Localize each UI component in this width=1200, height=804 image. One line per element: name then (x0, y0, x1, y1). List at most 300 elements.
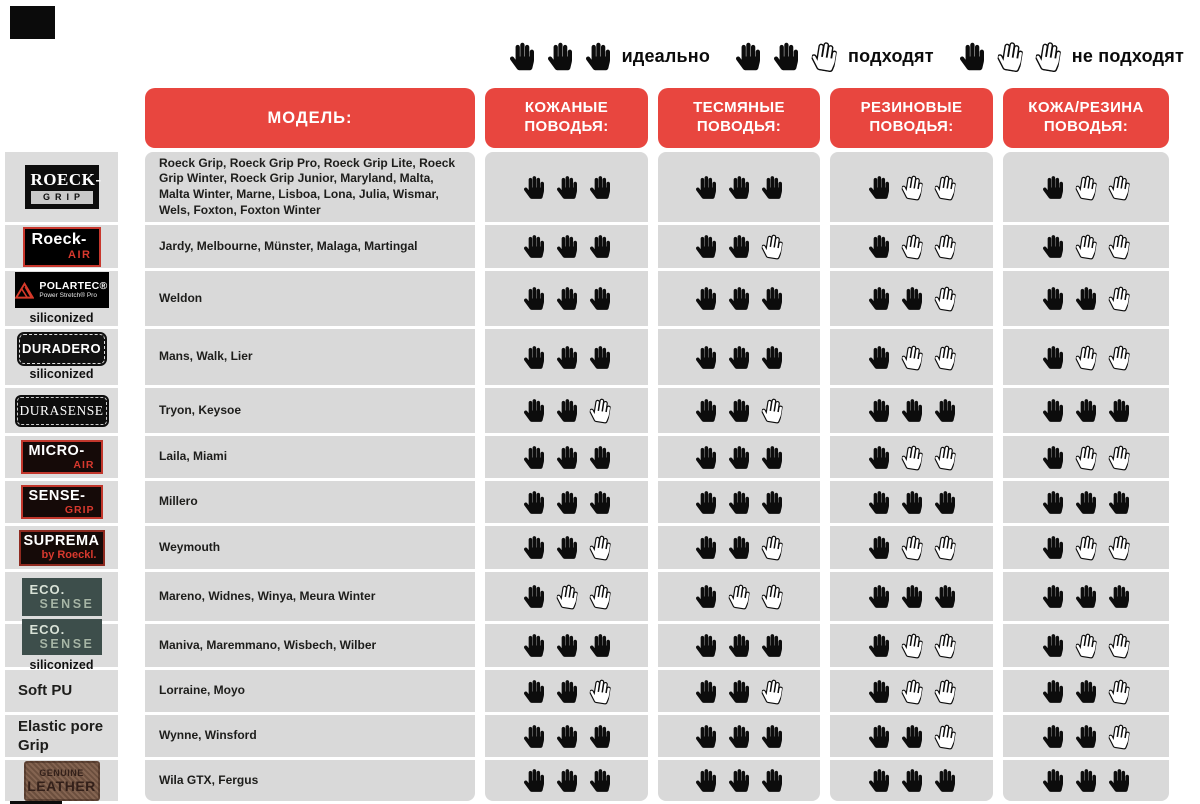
hand-filled-icon (590, 175, 610, 200)
rating-cell (658, 388, 820, 433)
hand-filled-icon (1043, 398, 1063, 423)
model-cell (145, 271, 475, 326)
hand-filled-icon (1043, 286, 1063, 311)
table-row (145, 225, 1169, 268)
model-cell (145, 715, 475, 757)
hand-filled-icon (557, 445, 577, 470)
hand-filled-icon (557, 345, 577, 370)
hand-rating (869, 234, 955, 259)
hand-outline-icon (900, 233, 924, 261)
hand-rating (869, 286, 955, 311)
hand-filled-icon (696, 345, 716, 370)
hand-filled-icon (557, 768, 577, 793)
rating-cell (1003, 481, 1169, 523)
hand-rating (524, 633, 610, 658)
hand-rating (1043, 633, 1129, 658)
hand-rating (960, 42, 1060, 71)
table-header-row (145, 88, 1169, 148)
hand-outline-icon (900, 443, 924, 471)
hand-rating (524, 490, 610, 515)
hand-rating (696, 286, 782, 311)
hand-outline-icon (760, 583, 784, 611)
hand-outline-icon (760, 397, 784, 425)
rating-cell (1003, 715, 1169, 757)
hand-filled-icon (557, 724, 577, 749)
hand-filled-icon (590, 768, 610, 793)
logo-line2: AIR (68, 249, 92, 261)
rating-cell (485, 715, 648, 757)
model-cell (145, 760, 475, 801)
hand-filled-icon (557, 175, 577, 200)
hand-rating (1043, 345, 1129, 370)
hand-filled-icon (902, 724, 922, 749)
logo-line2: GRIP (31, 191, 93, 204)
hand-rating (524, 286, 610, 311)
hand-outline-icon (760, 233, 784, 261)
hand-filled-icon (1109, 768, 1129, 793)
hand-filled-icon (762, 175, 782, 200)
hand-rating (869, 724, 955, 749)
legend-item (960, 42, 1184, 71)
rating-cell (1003, 225, 1169, 268)
model-names: Lorraine, Moyo (159, 683, 246, 698)
hand-filled-icon (590, 445, 610, 470)
hand-filled-icon (729, 445, 749, 470)
hand-filled-icon (729, 175, 749, 200)
hand-rating (1043, 398, 1129, 423)
hand-rating (1043, 724, 1129, 749)
brand-logo-roeck-grip (25, 165, 102, 209)
sidebar-item (5, 329, 118, 385)
rating-cell (485, 225, 648, 268)
hand-outline-icon (1107, 677, 1131, 705)
hand-filled-icon (590, 724, 610, 749)
hand-outline-icon (1074, 534, 1098, 562)
hand-rating (524, 584, 610, 609)
model-names: Jardy, Melbourne, Münster, Malaga, Martingal (159, 238, 418, 253)
rating-cell (485, 329, 648, 385)
model-cell (145, 225, 475, 268)
hand-filled-icon (935, 490, 955, 515)
rating-cell (830, 388, 993, 433)
hand-outline-icon (1107, 285, 1131, 313)
hand-filled-icon (524, 345, 544, 370)
header-leather-reins (485, 88, 648, 148)
header-label: МОДЕЛЬ: (267, 108, 353, 127)
legend-label: не подходят (1071, 45, 1184, 66)
hand-filled-icon (729, 345, 749, 370)
hand-filled-icon (762, 345, 782, 370)
hand-filled-icon (696, 234, 716, 259)
hand-filled-icon (696, 679, 716, 704)
rating-cell (658, 624, 820, 667)
rating-cell (830, 481, 993, 523)
hand-filled-icon (1043, 584, 1063, 609)
hand-rating (1043, 234, 1129, 259)
hand-rating (524, 724, 610, 749)
hand-rating (696, 398, 782, 423)
hand-filled-icon (935, 584, 955, 609)
hand-filled-icon (729, 398, 749, 423)
hand-outline-icon (933, 722, 957, 750)
brand-logo-micro-air (21, 440, 103, 474)
rating-cell (1003, 572, 1169, 621)
hand-outline-icon (1107, 534, 1131, 562)
hand-filled-icon (729, 724, 749, 749)
hand-outline-icon (1074, 343, 1098, 371)
hand-filled-icon (1076, 724, 1096, 749)
model-cell (145, 572, 475, 621)
hand-rating (696, 234, 782, 259)
hand-filled-icon (762, 286, 782, 311)
polartec-text (39, 281, 107, 300)
hand-rating (696, 724, 782, 749)
hand-rating (696, 679, 782, 704)
hand-filled-icon (762, 633, 782, 658)
table-row (145, 388, 1169, 433)
hand-filled-icon (729, 679, 749, 704)
hand-rating (510, 42, 610, 71)
hand-filled-icon (1076, 286, 1096, 311)
hand-outline-icon (900, 343, 924, 371)
hand-filled-icon (729, 768, 749, 793)
sidebar-item (5, 526, 118, 569)
hand-rating (524, 768, 610, 793)
brand-logo-roeck-air (23, 227, 101, 267)
hand-rating (1043, 175, 1129, 200)
hand-outline-icon (900, 677, 924, 705)
hand-filled-icon (557, 286, 577, 311)
rating-cell (485, 526, 648, 569)
rating-cell (658, 715, 820, 757)
hand-outline-icon (933, 632, 957, 660)
hand-outline-icon (933, 443, 957, 471)
hand-rating (869, 490, 955, 515)
hand-filled-icon (869, 286, 889, 311)
rating-cell (485, 481, 648, 523)
hand-filled-icon (557, 679, 577, 704)
header-label: РЕЗИНОВЫЕ ПОВОДЬЯ: (860, 99, 963, 135)
hand-outline-icon (760, 677, 784, 705)
rating-cell (485, 572, 648, 621)
model-names: Weymouth (159, 539, 221, 554)
hand-filled-icon (696, 398, 716, 423)
hand-outline-icon (1107, 722, 1131, 750)
hand-filled-icon (869, 724, 889, 749)
table-row (145, 436, 1169, 478)
model-names: Weldon (159, 290, 203, 305)
hand-rating (1043, 445, 1129, 470)
hand-rating (524, 445, 610, 470)
hand-outline-icon (555, 583, 579, 611)
hand-filled-icon (557, 535, 577, 560)
hand-filled-icon (902, 584, 922, 609)
hand-filled-icon (696, 584, 716, 609)
table-row (145, 481, 1169, 523)
sidebar-item (5, 670, 118, 712)
rating-cell (1003, 329, 1169, 385)
hand-outline-icon (588, 583, 612, 611)
hand-filled-icon (590, 286, 610, 311)
hand-filled-icon (524, 724, 544, 749)
header-label: КОЖА/РЕЗИНА ПОВОДЬЯ: (1028, 99, 1144, 135)
hand-rating (869, 445, 955, 470)
hand-filled-icon (1043, 345, 1063, 370)
rating-cell (485, 152, 648, 222)
hand-outline-icon (1074, 443, 1098, 471)
sidebar-item (5, 572, 118, 621)
legend-label: идеально (621, 45, 711, 66)
hand-rating (524, 175, 610, 200)
hand-filled-icon (1043, 234, 1063, 259)
hand-rating (869, 535, 955, 560)
hand-filled-icon (1043, 445, 1063, 470)
hand-filled-icon (524, 175, 544, 200)
hand-rating (696, 345, 782, 370)
brand-logo-eco-sense (22, 578, 102, 616)
hand-filled-icon (696, 633, 716, 658)
logo-line1: ECO. (29, 581, 66, 597)
rating-cell (830, 329, 993, 385)
hand-outline-icon (900, 173, 924, 201)
logo-line2: GRIP (64, 503, 95, 516)
hand-filled-icon (1043, 768, 1063, 793)
model-names: Laila, Miami (159, 449, 228, 464)
hand-rating (524, 345, 610, 370)
hand-filled-icon (524, 398, 544, 423)
hand-filled-icon (1043, 490, 1063, 515)
hand-filled-icon (524, 768, 544, 793)
rating-cell (485, 670, 648, 712)
hand-outline-icon (1107, 343, 1131, 371)
hand-outline-icon (900, 632, 924, 660)
rating-cell (1003, 152, 1169, 222)
rating-cell (830, 152, 993, 222)
hand-filled-icon (696, 175, 716, 200)
header-leather-rubber-reins (1003, 88, 1169, 148)
logo-line1: ROECK- (30, 169, 102, 189)
rating-cell (485, 760, 648, 801)
model-cell (145, 436, 475, 478)
brand-logo-duradero (19, 334, 105, 364)
hand-rating (869, 768, 955, 793)
brand-logo-durasense (17, 397, 107, 425)
hand-outline-icon (933, 677, 957, 705)
hand-outline-icon (760, 534, 784, 562)
hand-filled-icon (557, 490, 577, 515)
hand-rating (524, 679, 610, 704)
hand-filled-icon (869, 445, 889, 470)
hand-rating (869, 584, 955, 609)
hand-filled-icon (524, 490, 544, 515)
hand-filled-icon (729, 633, 749, 658)
hand-rating (524, 535, 610, 560)
model-cell (145, 152, 475, 222)
legend-label: подходят (848, 45, 934, 66)
hand-rating (524, 398, 610, 423)
logo-line2: AIR (73, 458, 95, 471)
logo-line2: Power Stretch® Pro (39, 292, 97, 299)
brand-sidebar (5, 152, 118, 804)
hand-filled-icon (729, 535, 749, 560)
rating-cell (485, 624, 648, 667)
hand-filled-icon (586, 42, 610, 71)
hand-rating (1043, 679, 1129, 704)
hand-rating (696, 175, 782, 200)
header-webbing-reins (658, 88, 820, 148)
hand-filled-icon (1076, 679, 1096, 704)
model-cell (145, 481, 475, 523)
hand-filled-icon (762, 490, 782, 515)
siliconized-label: siliconized (29, 366, 94, 381)
hand-rating (869, 633, 955, 658)
sidebar-item (5, 388, 118, 433)
sidebar-item (5, 481, 118, 523)
table-row (145, 271, 1169, 326)
logo-line1: DURASENSE (19, 402, 104, 418)
sidebar-item (5, 152, 118, 222)
hand-outline-icon (727, 583, 751, 611)
hand-filled-icon (902, 398, 922, 423)
rating-cell (1003, 624, 1169, 667)
hand-filled-icon (935, 768, 955, 793)
hand-filled-icon (729, 286, 749, 311)
rating-cell (1003, 271, 1169, 326)
rating-cell (485, 436, 648, 478)
brand-logo-polartec (15, 272, 109, 308)
hand-outline-icon (1107, 173, 1131, 201)
hand-filled-icon (902, 490, 922, 515)
hand-filled-icon (960, 42, 984, 71)
table-row (145, 329, 1169, 385)
logo-line2: LEATHER (27, 777, 96, 794)
rating-cell (485, 388, 648, 433)
hand-filled-icon (524, 234, 544, 259)
rating-cell (1003, 670, 1169, 712)
rating-cell (658, 670, 820, 712)
rating-cell (658, 271, 820, 326)
legend-item (510, 42, 710, 71)
model-cell (145, 526, 475, 569)
hand-filled-icon (869, 535, 889, 560)
model-names: Tryon, Keysoe (159, 402, 242, 417)
hand-outline-icon (1074, 233, 1098, 261)
sidebar-item (5, 225, 118, 268)
hand-outline-icon (1034, 40, 1062, 72)
hand-filled-icon (869, 679, 889, 704)
hand-filled-icon (1109, 398, 1129, 423)
rating-cell (830, 572, 993, 621)
table-row (145, 152, 1169, 222)
hand-outline-icon (996, 40, 1024, 72)
model-names: Maniva, Maremmano, Wisbech, Wilber (159, 637, 377, 652)
hand-filled-icon (548, 42, 572, 71)
hand-filled-icon (729, 490, 749, 515)
rating-cell (830, 526, 993, 569)
table-row (145, 670, 1169, 712)
rating-cell (1003, 436, 1169, 478)
rating-cell (658, 760, 820, 801)
hand-filled-icon (869, 175, 889, 200)
header-model (145, 88, 475, 148)
hand-filled-icon (762, 724, 782, 749)
logo-line2: SENSE (39, 637, 95, 652)
hand-filled-icon (524, 445, 544, 470)
logo-line1: Roeck- (31, 231, 87, 248)
rating-cell (830, 670, 993, 712)
model-names: Mans, Walk, Lier (159, 349, 253, 364)
hand-rating (736, 42, 836, 71)
hand-rating (696, 490, 782, 515)
hand-filled-icon (1043, 175, 1063, 200)
hand-outline-icon (588, 397, 612, 425)
sidebar-item (5, 436, 118, 478)
hand-rating (696, 584, 782, 609)
sidebar-text: Elastic pore Grip (18, 717, 104, 754)
model-cell (145, 624, 475, 667)
table-row (145, 715, 1169, 757)
legend-item (736, 42, 934, 71)
hand-filled-icon (696, 768, 716, 793)
rating-cell (658, 329, 820, 385)
logo-line1: GENUINE (39, 767, 84, 778)
hand-filled-icon (902, 768, 922, 793)
hand-outline-icon (933, 173, 957, 201)
hand-filled-icon (557, 234, 577, 259)
hand-filled-icon (1109, 490, 1129, 515)
logo-line1: POLARTEC® (39, 279, 108, 292)
hand-rating (1043, 768, 1129, 793)
hand-outline-icon (933, 285, 957, 313)
hand-outline-icon (588, 677, 612, 705)
hand-filled-icon (524, 633, 544, 658)
hand-rating (696, 535, 782, 560)
hand-outline-icon (933, 534, 957, 562)
hand-filled-icon (1109, 584, 1129, 609)
model-names: Mareno, Widnes, Winya, Meura Winter (159, 588, 376, 603)
hand-filled-icon (869, 345, 889, 370)
legend (510, 34, 1184, 78)
rating-cell (658, 225, 820, 268)
hand-filled-icon (869, 768, 889, 793)
hand-filled-icon (869, 398, 889, 423)
hand-outline-icon (900, 534, 924, 562)
hand-filled-icon (590, 633, 610, 658)
hand-filled-icon (935, 398, 955, 423)
hand-rating (869, 679, 955, 704)
top-left-black-box (10, 6, 55, 39)
hand-filled-icon (774, 42, 798, 71)
brand-logo-suprema (19, 530, 105, 566)
model-cell (145, 670, 475, 712)
hand-filled-icon (557, 398, 577, 423)
polartec-triangle-icon (15, 282, 34, 299)
logo-line1: SUPREMA (23, 532, 100, 549)
brand-logo-sense-grip (21, 485, 103, 519)
rating-cell (830, 225, 993, 268)
hand-filled-icon (696, 535, 716, 560)
hand-rating (696, 768, 782, 793)
hand-filled-icon (869, 584, 889, 609)
sidebar-item (5, 271, 118, 326)
hand-outline-icon (1107, 632, 1131, 660)
hand-filled-icon (696, 286, 716, 311)
rating-cell (830, 271, 993, 326)
model-names: Wynne, Winsford (159, 728, 257, 743)
rating-cell (658, 436, 820, 478)
hand-filled-icon (590, 345, 610, 370)
table-row (145, 624, 1169, 667)
